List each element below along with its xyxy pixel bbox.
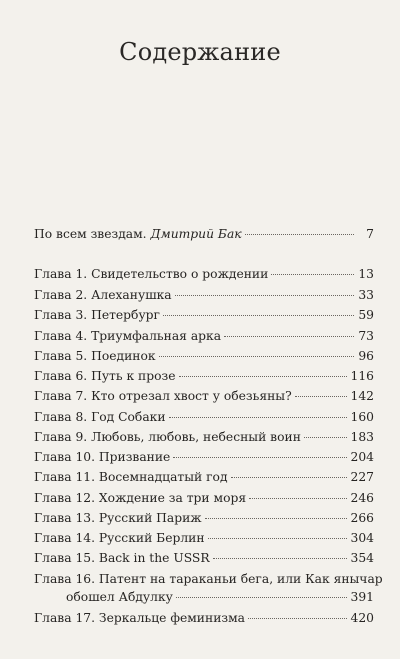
dot-leader	[179, 375, 347, 377]
toc-entry-label: Глава 6. Путь к прозе	[34, 369, 176, 383]
toc-entry-label: Глава 1. Свидетельство о рождении	[34, 267, 269, 281]
toc-page-number: 73	[358, 329, 374, 343]
toc-page-number: 204	[350, 450, 374, 464]
toc-page-number: 304	[350, 531, 374, 545]
toc-entry-label: Глава 17. Зеркальце феминизма	[34, 611, 245, 625]
dot-leader	[175, 294, 354, 296]
dot-leader	[169, 416, 347, 418]
dot-leader	[208, 537, 347, 539]
toc-entry-label: Глава 10. Призвание	[34, 450, 171, 464]
toc-page-number: 33	[358, 288, 374, 302]
toc-page-number: 227	[350, 470, 374, 484]
dot-leader	[245, 233, 354, 235]
page-title: Содержание	[119, 38, 281, 66]
toc-entry-chapter-17[interactable]	[34, 610, 374, 626]
dot-leader	[176, 596, 347, 598]
toc-entry-label: Глава 4. Триумфальная арка	[34, 329, 222, 343]
dot-leader	[304, 436, 347, 438]
toc-entry-chapter-4[interactable]	[34, 328, 374, 344]
toc-entry-chapter-16[interactable]	[34, 571, 383, 587]
toc-page-number: 13	[358, 267, 374, 281]
toc-entry-label: Глава 2. Алеханушка	[34, 288, 172, 302]
toc-page-number: 420	[350, 611, 374, 625]
dot-leader	[173, 456, 346, 458]
toc-entry-label: По всем звездам. Дмитрий Бак	[34, 227, 242, 241]
toc-entry-label: Глава 3. Петербург	[34, 308, 160, 322]
dot-leader	[205, 517, 347, 519]
toc-entry-chapter-11[interactable]	[34, 469, 374, 485]
toc-entry-chapter-7[interactable]	[34, 388, 374, 404]
toc-entry-label: Глава 11. Восемнадцатый год	[34, 470, 228, 484]
toc-entry-chapter-16-continued[interactable]	[34, 589, 374, 605]
toc-entry-chapter-1[interactable]	[34, 266, 374, 282]
dot-leader	[224, 335, 354, 337]
toc-entry-chapter-2[interactable]	[34, 287, 374, 303]
toc-entry-label: Глава 15. Back in the USSR	[34, 551, 210, 565]
toc-page-number: 391	[350, 590, 374, 604]
toc-entry-chapter-6[interactable]	[34, 368, 374, 384]
dot-leader	[231, 476, 347, 478]
toc-entry-label: Глава 8. Год Собаки	[34, 410, 166, 424]
toc-page-number: 160	[350, 410, 374, 424]
toc-entry-label: Глава 16. Патент на тараканьи бега, или Как янычар	[34, 572, 383, 586]
toc-entry-label-continued: обошел Абдулку	[66, 590, 173, 604]
dot-leader	[249, 497, 346, 499]
toc-page-number: 183	[350, 430, 374, 444]
toc-entry-label: Глава 9. Любовь, любовь, небесный воин	[34, 430, 301, 444]
toc-entry-chapter-9[interactable]	[34, 429, 374, 445]
toc-page-number: 266	[350, 511, 374, 525]
toc-page-number: 7	[366, 227, 374, 241]
dot-leader	[213, 557, 347, 559]
toc-entry-chapter-8[interactable]	[34, 409, 374, 425]
toc-entry-label: Глава 5. Поединок	[34, 349, 156, 363]
toc-page-number: 116	[350, 369, 374, 383]
toc-entry-label: Глава 14. Русский Берлин	[34, 531, 205, 545]
dot-leader	[248, 617, 347, 619]
toc-entry-chapter-14[interactable]	[34, 530, 374, 546]
toc-entry-chapter-12[interactable]	[34, 490, 374, 506]
toc-entry-chapter-15[interactable]	[34, 550, 374, 566]
toc-entry-chapter-10[interactable]	[34, 449, 374, 465]
toc-entry-chapter-3[interactable]	[34, 307, 374, 323]
toc-entry-label: Глава 13. Русский Париж	[34, 511, 202, 525]
toc-entry-preface[interactable]	[34, 226, 374, 242]
toc-entry-chapter-5[interactable]	[34, 348, 374, 364]
dot-leader	[295, 395, 347, 397]
dot-leader	[271, 273, 354, 275]
dot-leader	[163, 314, 354, 316]
dot-leader	[159, 355, 354, 357]
toc-page-number: 354	[350, 551, 374, 565]
toc-page-number: 59	[358, 308, 374, 322]
toc-page-number: 142	[350, 389, 374, 403]
toc-entry-label: Глава 12. Хождение за три моря	[34, 491, 247, 505]
toc-entry-chapter-13[interactable]	[34, 510, 374, 526]
toc-entry-label: Глава 7. Кто отрезал хвост у обезьяны?	[34, 389, 292, 403]
toc-page-number: 96	[358, 349, 374, 363]
toc-page-number: 246	[350, 491, 374, 505]
